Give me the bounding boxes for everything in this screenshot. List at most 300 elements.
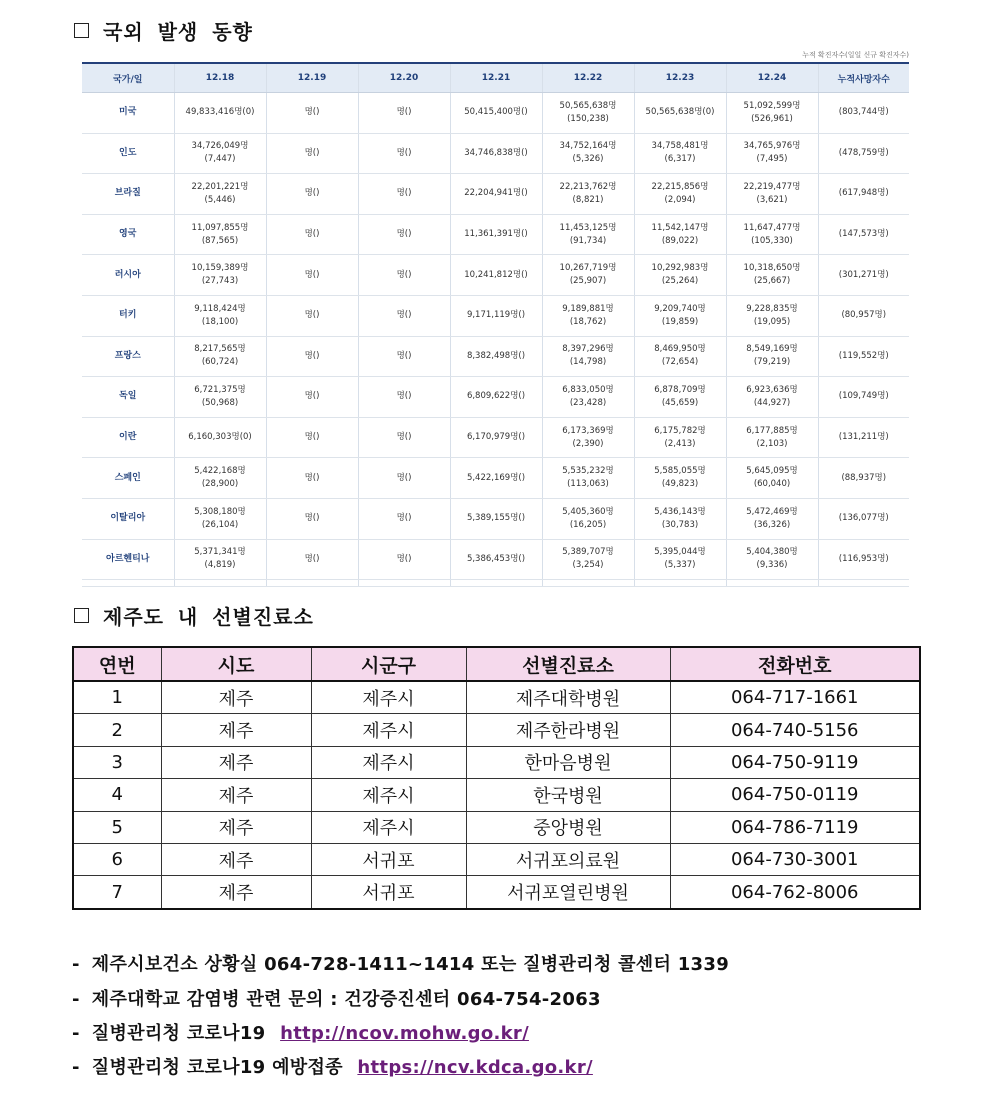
cell-text: (2,390) (572, 438, 604, 449)
cell-text: (80,957명) (841, 310, 887, 321)
cell-text: 11,453,125명 (559, 222, 617, 233)
info-line-university (72, 985, 601, 1011)
info-line-covid-site (72, 1019, 529, 1045)
bullet-dash: - (72, 989, 80, 1010)
data-cell (358, 417, 450, 458)
cell-text: (30,783) (661, 519, 699, 530)
cell-text: 6,878,709명 (654, 384, 706, 395)
data-cell (634, 133, 726, 174)
header-cell: 국가/일 (82, 63, 174, 93)
data-cell (266, 336, 358, 377)
data-cell (542, 498, 634, 539)
cell-text: 9,118,424명 (194, 303, 246, 314)
clinic-cell: 제주시 (311, 779, 466, 811)
cell-text: (25,264) (661, 276, 699, 287)
data-cell (266, 417, 358, 458)
country-cell: 아르헨티나 (82, 539, 174, 580)
cell-text: 5,395,044명 (654, 547, 706, 558)
clinic-cell: 제주시 (311, 681, 466, 714)
data-cell (174, 336, 266, 377)
clinic-cell: 제주한라병원 (466, 714, 670, 746)
cell-text: 5,585,055명 (654, 466, 706, 477)
data-cell (358, 93, 450, 134)
data-cell (174, 417, 266, 458)
cell-text: 5,422,169명() (466, 472, 526, 483)
data-cell (542, 539, 634, 580)
cell-text: 10,292,983명 (651, 263, 709, 274)
cell-text: 9,228,835명 (746, 303, 798, 314)
data-cell (726, 255, 818, 296)
bullet-dash: - (72, 1057, 80, 1078)
header-cell: 전화번호 (670, 647, 920, 681)
data-cell (818, 174, 909, 215)
data-cell (358, 458, 450, 499)
cell-text: 5,308,180명 (194, 506, 246, 517)
header-cell: 12.19 (266, 63, 358, 93)
cell-text: 명() (396, 147, 412, 158)
header-cell: 시도 (161, 647, 311, 681)
table-row (82, 458, 909, 499)
data-cell (358, 174, 450, 215)
data-cell (450, 174, 542, 215)
data-cell (358, 336, 450, 377)
data-cell (450, 498, 542, 539)
data-cell (818, 336, 909, 377)
table-row (82, 336, 909, 377)
data-cell (726, 93, 818, 134)
cell-text: 명() (396, 513, 412, 524)
cell-text: 5,405,360명 (562, 506, 614, 517)
data-cell (634, 295, 726, 336)
data-cell (818, 417, 909, 458)
data-cell (174, 93, 266, 134)
info-text: 질병관리청 코로나19 (91, 1023, 266, 1044)
cell-text: 명() (396, 391, 412, 402)
cell-text: (44,927) (753, 397, 791, 408)
ncov-link[interactable]: http://ncov.mohw.go.kr/ (280, 1023, 529, 1044)
cell-text: (526,961) (751, 113, 793, 124)
cell-text: (72,654) (661, 357, 699, 368)
cell-text: 22,204,941명() (464, 188, 528, 199)
data-cell (358, 255, 450, 296)
data-cell (818, 93, 909, 134)
cell-text: 5,645,095명 (746, 466, 798, 477)
info-text: 질병관리청 코로나19 예방접종 (91, 1057, 343, 1078)
cell-text: 명() (396, 472, 412, 483)
data-cell (634, 539, 726, 580)
cell-text: 명() (396, 432, 412, 443)
clinic-cell: 064-750-9119 (670, 746, 920, 778)
checkbox-square-icon (74, 608, 89, 623)
cell-text: 22,219,477명 (743, 181, 801, 192)
data-cell (818, 498, 909, 539)
cell-text: (7,495) (756, 154, 788, 165)
country-cell: 이탈리아 (82, 498, 174, 539)
info-line-health-center (72, 950, 729, 976)
cell-text: 명() (304, 350, 320, 361)
data-cell (634, 498, 726, 539)
cell-text: (91,734) (569, 235, 607, 246)
country-cell: 스페인 (82, 458, 174, 499)
cell-text: (60,724) (201, 357, 239, 368)
country-cell: 프랑스 (82, 336, 174, 377)
cell-text: (116,953명) (838, 553, 889, 564)
empty-cell (634, 580, 726, 587)
clinic-cell: 5 (73, 811, 161, 843)
cell-text: 명() (396, 350, 412, 361)
cell-text: 34,765,976명 (743, 141, 801, 152)
data-cell (634, 377, 726, 418)
data-cell (542, 133, 634, 174)
data-cell (634, 417, 726, 458)
cell-text: (50,968) (201, 397, 239, 408)
cell-text: 명() (304, 513, 320, 524)
data-cell (174, 295, 266, 336)
cell-text: 49,833,416명(0) (185, 107, 255, 118)
cell-text: (150,238) (567, 113, 609, 124)
cell-text: (147,573명) (838, 229, 889, 240)
cell-text: (19,095) (753, 316, 791, 327)
data-cell (818, 458, 909, 499)
table-note: 누적 확진자수(일일 신규 확진자수) (802, 51, 909, 59)
overseas-table-body (82, 93, 909, 587)
data-cell (174, 174, 266, 215)
cell-text: 명() (304, 391, 320, 402)
cell-text: 명() (304, 229, 320, 240)
cell-text: (14,798) (569, 357, 607, 368)
header-cell: 연번 (73, 647, 161, 681)
cell-text: (9,336) (756, 560, 788, 571)
data-cell (450, 133, 542, 174)
cell-text: (105,330) (751, 235, 793, 246)
clinic-cell: 1 (73, 681, 161, 714)
cell-text: 11,647,477명 (743, 222, 801, 233)
cell-text: (2,094) (664, 194, 696, 205)
data-cell (174, 458, 266, 499)
section-heading-clinics (74, 601, 314, 630)
cell-text: 6,923,636명 (746, 384, 798, 395)
clinic-cell: 서귀포의료원 (466, 843, 670, 875)
cell-text: (113,063) (567, 479, 609, 490)
cell-text: 34,752,164명 (559, 141, 617, 152)
screening-clinics-table (72, 646, 921, 910)
cell-text: 10,267,719명 (559, 263, 617, 274)
data-cell (542, 93, 634, 134)
data-cell (358, 377, 450, 418)
data-cell (450, 295, 542, 336)
data-cell (358, 498, 450, 539)
data-cell (266, 133, 358, 174)
data-cell (726, 174, 818, 215)
empty-cell (818, 580, 909, 587)
clinic-cell: 064-750-0119 (670, 779, 920, 811)
cell-text: (25,667) (753, 276, 791, 287)
cell-text: 9,209,740명 (654, 303, 706, 314)
header-cell: 12.20 (358, 63, 450, 93)
cell-text: 명() (396, 269, 412, 280)
data-cell (450, 214, 542, 255)
table-row (73, 876, 920, 909)
data-cell (450, 336, 542, 377)
bullet-dash: - (72, 1023, 80, 1044)
clinic-cell: 서귀포 (311, 876, 466, 909)
country-cell: 영국 (82, 214, 174, 255)
clinic-cell: 제주 (161, 779, 311, 811)
empty-cell (358, 580, 450, 587)
ncv-link[interactable]: https://ncv.kdca.go.kr/ (357, 1057, 593, 1078)
cell-text: 6,170,979명() (466, 432, 526, 443)
cell-text: (109,749명) (838, 391, 889, 402)
cell-text: (88,937명) (841, 472, 887, 483)
table-row (82, 498, 909, 539)
header-cell: 12.18 (174, 63, 266, 93)
data-cell (542, 458, 634, 499)
cell-text: 6,160,303명(0) (188, 432, 252, 443)
clinic-cell: 서귀포열린병원 (466, 876, 670, 909)
cell-text: (131,211명) (838, 432, 889, 443)
table-row (82, 93, 909, 134)
data-cell (542, 336, 634, 377)
cell-text: (25,907) (569, 276, 607, 287)
data-cell (450, 539, 542, 580)
cell-text: 명() (304, 310, 320, 321)
cell-text: (87,565) (201, 235, 239, 246)
cell-text: 명() (304, 472, 320, 483)
cell-text: (89,022) (661, 235, 699, 246)
data-cell (174, 133, 266, 174)
info-line-vaccine-site (72, 1053, 593, 1079)
data-cell (266, 295, 358, 336)
data-cell (726, 214, 818, 255)
data-cell (450, 93, 542, 134)
data-cell (174, 377, 266, 418)
cell-text: (5,337) (664, 560, 696, 571)
clinic-cell: 서귀포 (311, 843, 466, 875)
header-cell: 선별진료소 (466, 647, 670, 681)
cell-text: 34,746,838명() (464, 147, 528, 158)
cell-text: 50,415,400명() (464, 107, 528, 118)
clinic-cell: 3 (73, 746, 161, 778)
data-cell (818, 539, 909, 580)
cell-text: 22,213,762명 (559, 181, 617, 192)
cell-text: 34,726,049명 (191, 141, 249, 152)
clinic-cell: 6 (73, 843, 161, 875)
data-cell (450, 377, 542, 418)
empty-cell (450, 580, 542, 587)
data-cell (818, 377, 909, 418)
cell-text: (27,743) (201, 276, 239, 287)
data-cell (358, 133, 450, 174)
overseas-header-row (82, 63, 909, 93)
table-padding-row (82, 580, 909, 587)
cell-text: 명() (396, 188, 412, 199)
cell-text: 11,361,391명() (464, 229, 528, 240)
cell-text: 8,217,565명 (194, 344, 246, 355)
clinic-cell: 제주 (161, 876, 311, 909)
cell-text: 5,472,469명 (746, 506, 798, 517)
cell-text: (28,900) (201, 479, 239, 490)
country-cell: 러시아 (82, 255, 174, 296)
table-row (73, 779, 920, 811)
cell-text: (4,819) (204, 560, 236, 571)
cell-text: 명() (396, 107, 412, 118)
data-cell (542, 377, 634, 418)
table-row (82, 214, 909, 255)
cell-text: (478,759명) (838, 147, 889, 158)
clinic-cell: 중앙병원 (466, 811, 670, 843)
cell-text: 5,404,380명 (746, 547, 798, 558)
cell-text: 6,177,885명 (746, 425, 798, 436)
cell-text: 명() (396, 553, 412, 564)
cell-text: 22,201,221명 (191, 181, 249, 192)
cell-text: 5,422,168명 (194, 466, 246, 477)
empty-cell (174, 580, 266, 587)
cell-text: 50,565,638명 (559, 100, 617, 111)
clinic-cell: 제주 (161, 811, 311, 843)
cell-text: 8,469,950명 (654, 344, 706, 355)
cell-text: (3,621) (756, 194, 788, 205)
cell-text: 8,549,169명 (746, 344, 798, 355)
empty-cell (266, 580, 358, 587)
clinic-cell: 064-730-3001 (670, 843, 920, 875)
cell-text: 8,397,296명 (562, 344, 614, 355)
clinic-cell: 4 (73, 779, 161, 811)
data-cell (266, 174, 358, 215)
data-cell (174, 255, 266, 296)
cell-text: 6,173,369명 (562, 425, 614, 436)
cell-text: 9,189,881명 (562, 303, 614, 314)
clinics-table-body (73, 681, 920, 909)
data-cell (634, 458, 726, 499)
cell-text: (5,446) (204, 194, 236, 205)
overseas-cases-table (82, 62, 909, 587)
cell-text: 6,721,375명 (194, 384, 246, 395)
data-cell (818, 295, 909, 336)
clinic-cell: 제주 (161, 746, 311, 778)
data-cell (266, 377, 358, 418)
country-cell: 이란 (82, 417, 174, 458)
cell-text: 9,171,119명() (466, 310, 526, 321)
data-cell (634, 174, 726, 215)
data-cell (174, 539, 266, 580)
data-cell (726, 417, 818, 458)
country-cell: 미국 (82, 93, 174, 134)
data-cell (634, 336, 726, 377)
clinic-cell: 한국병원 (466, 779, 670, 811)
table-row (82, 539, 909, 580)
country-cell: 독일 (82, 377, 174, 418)
country-cell: 터키 (82, 295, 174, 336)
data-cell (450, 458, 542, 499)
clinic-cell: 7 (73, 876, 161, 909)
cell-text: (136,077명) (838, 513, 889, 524)
data-cell (266, 539, 358, 580)
data-cell (450, 255, 542, 296)
data-cell (726, 458, 818, 499)
table-row (73, 681, 920, 714)
cell-text: (16,205) (569, 519, 607, 530)
table-row (73, 714, 920, 746)
table-row (82, 133, 909, 174)
data-cell (266, 458, 358, 499)
data-cell (542, 417, 634, 458)
cell-text: (617,948명) (838, 188, 889, 199)
table-row (82, 174, 909, 215)
empty-cell (542, 580, 634, 587)
cell-text: 5,371,341명 (194, 547, 246, 558)
data-cell (818, 133, 909, 174)
cell-text: (301,271명) (838, 269, 889, 280)
clinic-cell: 064-786-7119 (670, 811, 920, 843)
data-cell (542, 295, 634, 336)
clinic-cell: 064-717-1661 (670, 681, 920, 714)
cell-text: 5,389,707명 (562, 547, 614, 558)
cell-text: (26,104) (201, 519, 239, 530)
cell-text: 명() (396, 310, 412, 321)
cell-text: 11,542,147명 (651, 222, 709, 233)
cell-text: (49,823) (661, 479, 699, 490)
cell-text: 5,389,155명() (466, 513, 526, 524)
cell-text: 50,565,638명(0) (645, 107, 715, 118)
empty-cell (82, 580, 174, 587)
table-row (73, 811, 920, 843)
cell-text: 6,175,782명 (654, 425, 706, 436)
cell-text: 11,097,855명 (191, 222, 249, 233)
clinic-cell: 064-762-8006 (670, 876, 920, 909)
cell-text: (23,428) (569, 397, 607, 408)
cell-text: 6,809,622명() (466, 391, 526, 402)
cell-text: 22,215,856명 (651, 181, 709, 192)
data-cell (542, 214, 634, 255)
data-cell (266, 214, 358, 255)
cell-text: 5,386,453명() (466, 553, 526, 564)
data-cell (634, 214, 726, 255)
cell-text: 명() (304, 269, 320, 280)
clinic-cell: 2 (73, 714, 161, 746)
table-row (73, 746, 920, 778)
header-cell: 누적사망자수 (818, 63, 909, 93)
cell-text: 명() (304, 147, 320, 158)
header-cell: 시군구 (311, 647, 466, 681)
cell-text: 명() (396, 229, 412, 240)
clinic-cell: 064-740-5156 (670, 714, 920, 746)
cell-text: (2,413) (664, 438, 696, 449)
cell-text: (6,317) (664, 154, 696, 165)
table-row (82, 377, 909, 418)
cell-text: 51,092,599명 (743, 100, 801, 111)
cell-text: 34,758,481명 (651, 141, 709, 152)
header-cell: 12.23 (634, 63, 726, 93)
data-cell (266, 498, 358, 539)
data-cell (266, 255, 358, 296)
data-cell (266, 93, 358, 134)
country-cell: 브라질 (82, 174, 174, 215)
data-cell (542, 174, 634, 215)
cell-text: (18,762) (569, 316, 607, 327)
cell-text: (7,447) (204, 154, 236, 165)
data-cell (726, 336, 818, 377)
cell-text: 명() (304, 107, 320, 118)
data-cell (726, 539, 818, 580)
bullet-dash: - (72, 954, 80, 975)
data-cell (726, 133, 818, 174)
cell-text: (36,326) (753, 519, 791, 530)
checkbox-square-icon (74, 23, 89, 38)
table-row (82, 255, 909, 296)
data-cell (542, 255, 634, 296)
data-cell (634, 255, 726, 296)
clinics-header-row (73, 647, 920, 681)
